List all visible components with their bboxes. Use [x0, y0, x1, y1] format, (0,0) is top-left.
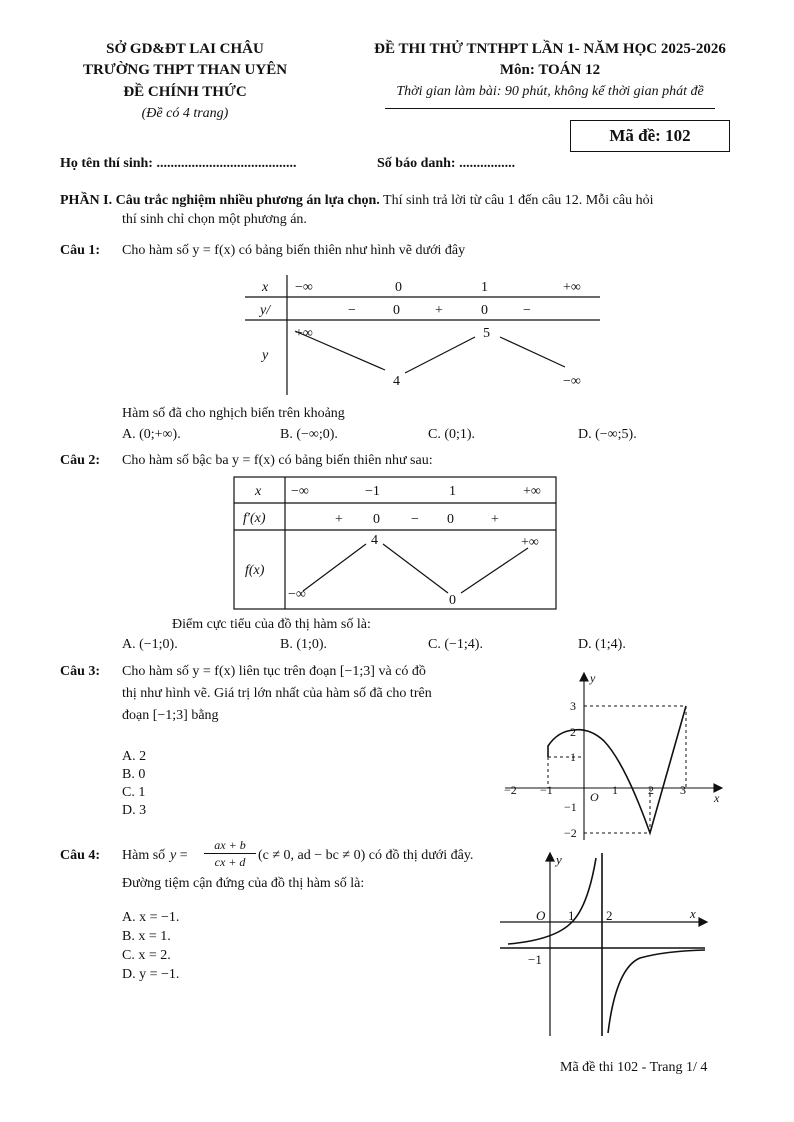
q1-t-x3: 1	[481, 280, 488, 295]
q3-option-d[interactable]: D. 3	[122, 803, 147, 818]
q2-question: Điểm cực tiểu của đồ thị hàm số là:	[172, 617, 371, 632]
q3-graph	[500, 668, 730, 846]
subject-label: Môn: TOÁN 12	[499, 62, 601, 78]
q3-x-tick-2: 2	[648, 783, 654, 797]
q4-frac-numerator: ax + b	[204, 838, 256, 854]
official-label: ĐỀ CHÍNH THỨC	[123, 84, 247, 100]
q3-line-1: Cho hàm số y = f(x) liên tục trên đoạn [−1;3] và có đồ	[122, 664, 426, 679]
q1-option-a[interactable]: A. (0;+∞).	[122, 427, 181, 442]
q2-t-fp5: +	[491, 512, 499, 527]
q1-t-x2: 0	[395, 280, 402, 295]
q4-label-2: 2	[606, 908, 613, 923]
q1-t-yp5: −	[523, 303, 531, 318]
q3-y-tick-3: 3	[570, 699, 576, 713]
q2-option-c[interactable]: C. (−1;4).	[428, 637, 483, 652]
q2-t-x2: −1	[365, 484, 380, 499]
q1-t-yp1: −	[348, 303, 356, 318]
q4-curve-right	[608, 950, 705, 1033]
header-divider	[385, 108, 715, 109]
q4-origin-label: O	[536, 908, 546, 923]
q4-label: Câu 4:	[60, 848, 101, 863]
q2-option-b[interactable]: B. (1;0).	[280, 637, 328, 652]
q4-option-b[interactable]: B. x = 1.	[122, 929, 171, 944]
q4-label-1: 1	[568, 908, 575, 923]
exam-title: ĐỀ THI THỬ TNTHPT LẦN 1- NĂM HỌC 2025-2026	[374, 41, 726, 57]
student-id-field: Số báo danh: ................	[377, 156, 516, 171]
q3-x-tick-m2: −2	[504, 783, 517, 797]
q2-option-a[interactable]: A. (−1;0).	[122, 637, 178, 652]
q2-option-d[interactable]: D. (1;4).	[578, 637, 626, 652]
q3-y-tick-m1: −1	[564, 800, 577, 814]
q1-variation-table	[245, 275, 605, 400]
q4-option-d[interactable]: D. y = −1.	[122, 967, 180, 982]
q1-t-x: x	[262, 280, 269, 295]
q1-t-y1: +∞	[295, 326, 313, 341]
q1-t-x1: −∞	[295, 280, 313, 295]
q3-axis-y-label: y	[590, 671, 596, 685]
q3-origin-label: O	[590, 790, 599, 804]
q3-label: Câu 3:	[60, 664, 101, 679]
q4-option-a[interactable]: A. x = −1.	[122, 910, 180, 925]
q1-option-c[interactable]: C. (0;1).	[428, 427, 476, 442]
q2-variation-table	[233, 476, 559, 612]
q4-graph	[500, 848, 710, 1040]
q1-t-yp: y/	[260, 303, 271, 318]
q2-t-x1: −∞	[291, 484, 309, 499]
q4-line-1-post: (c ≠ 0, ad − bc ≠ 0) có đồ thị dưới đây.	[258, 848, 474, 863]
student-name-field: Họ tên thí sinh: ........................................	[60, 156, 297, 171]
q3-y-tick-m2: −2	[564, 826, 577, 840]
part1-title: PHẦN I. Câu trắc nghiệm nhiều phương án lựa chọn.	[60, 193, 380, 208]
q3-line-3: đoạn [−1;3] bằng	[122, 708, 219, 723]
q2-text: Cho hàm số bậc ba y = f(x) có bảng biến thiên như sau:	[122, 453, 433, 468]
q1-question: Hàm số đã cho nghịch biến trên khoảng	[122, 406, 345, 421]
q3-x-tick-1: 1	[612, 783, 618, 797]
q4-line-2: Đường tiệm cận đứng của đồ thị hàm số là:	[122, 876, 365, 891]
q2-t-f4: +∞	[521, 535, 539, 550]
q1-text: Cho hàm số y = f(x) có bảng biến thiên như hình vẽ dưới đây	[122, 243, 466, 258]
q1-label: Câu 1:	[60, 243, 101, 258]
page-footer: Mã đề thi 102 - Trang 1/ 4	[560, 1060, 708, 1075]
q2-t-f3: 0	[449, 593, 456, 608]
q2-t-f1: −∞	[288, 587, 306, 602]
q2-t-fp: f′(x)	[243, 511, 266, 526]
q3-line-2: thị như hình vẽ. Giá trị lớn nhất của hàm số đã cho trên	[122, 686, 432, 701]
q1-t-y3: 5	[483, 326, 490, 341]
q2-t-fp3: −	[411, 512, 419, 527]
part1-instr-2: thí sinh chỉ chọn một phương án.	[122, 212, 307, 227]
q1-option-b[interactable]: B. (−∞;0).	[280, 427, 338, 442]
q1-t-y: y	[262, 348, 269, 363]
q2-t-fp1: +	[335, 512, 343, 527]
q4-line-1-pre: Hàm số	[122, 848, 166, 863]
q1-option-d[interactable]: D. (−∞;5).	[578, 427, 637, 442]
part1-instructions	[60, 193, 740, 209]
q3-y-tick-2: 2	[570, 725, 576, 739]
q4-axis-x-label: x	[690, 906, 696, 921]
q4-axis-y-label: y	[556, 852, 562, 867]
q1-t-yp2: 0	[393, 303, 400, 318]
q1-t-y4: −∞	[563, 374, 581, 389]
q3-option-b[interactable]: B. 0	[122, 767, 146, 782]
q4-label-m1: −1	[528, 952, 542, 967]
q3-x-tick-3: 3	[680, 783, 686, 797]
q3-option-a[interactable]: A. 2	[122, 749, 147, 764]
q4-frac-denominator: cx + d	[214, 855, 246, 869]
q3-axis-x-label: x	[714, 791, 720, 805]
department-name: SỞ GD&ĐT LAI CHÂU	[106, 41, 264, 57]
part1-instr-1: Thí sinh trả lời từ câu 1 đến câu 12. Mỗi câu hỏi	[379, 193, 654, 208]
school-name: TRƯỜNG THPT THAN UYÊN	[82, 62, 288, 78]
q3-y-tick-1: 1	[570, 750, 576, 764]
q1-t-yp4: 0	[481, 303, 488, 318]
q4-option-c[interactable]: C. x = 2.	[122, 948, 171, 963]
q2-t-x4: +∞	[523, 484, 541, 499]
q3-option-c[interactable]: C. 1	[122, 785, 146, 800]
q2-t-f2: 4	[371, 533, 378, 548]
q1-t-yp3: +	[435, 303, 443, 318]
q2-t-x3: 1	[449, 484, 456, 499]
q4-y-equals: y =	[170, 848, 188, 863]
q2-t-f: f(x)	[245, 563, 265, 578]
q3-x-tick-m1: −1	[540, 783, 553, 797]
time-note: Thời gian làm bài: 90 phút, không kể thời gian phát đề	[396, 84, 704, 99]
exam-code-box: Mã đề: 102	[570, 120, 730, 152]
q1-t-y2: 4	[393, 374, 400, 389]
q2-t-fp2: 0	[373, 512, 380, 527]
q2-t-fp4: 0	[447, 512, 454, 527]
pages-note: (Đề có 4 trang)	[141, 106, 229, 121]
q2-label: Câu 2:	[60, 453, 101, 468]
q2-t-x: x	[255, 484, 262, 499]
q4-curve-left	[508, 858, 596, 944]
q1-t-x4: +∞	[563, 280, 581, 295]
